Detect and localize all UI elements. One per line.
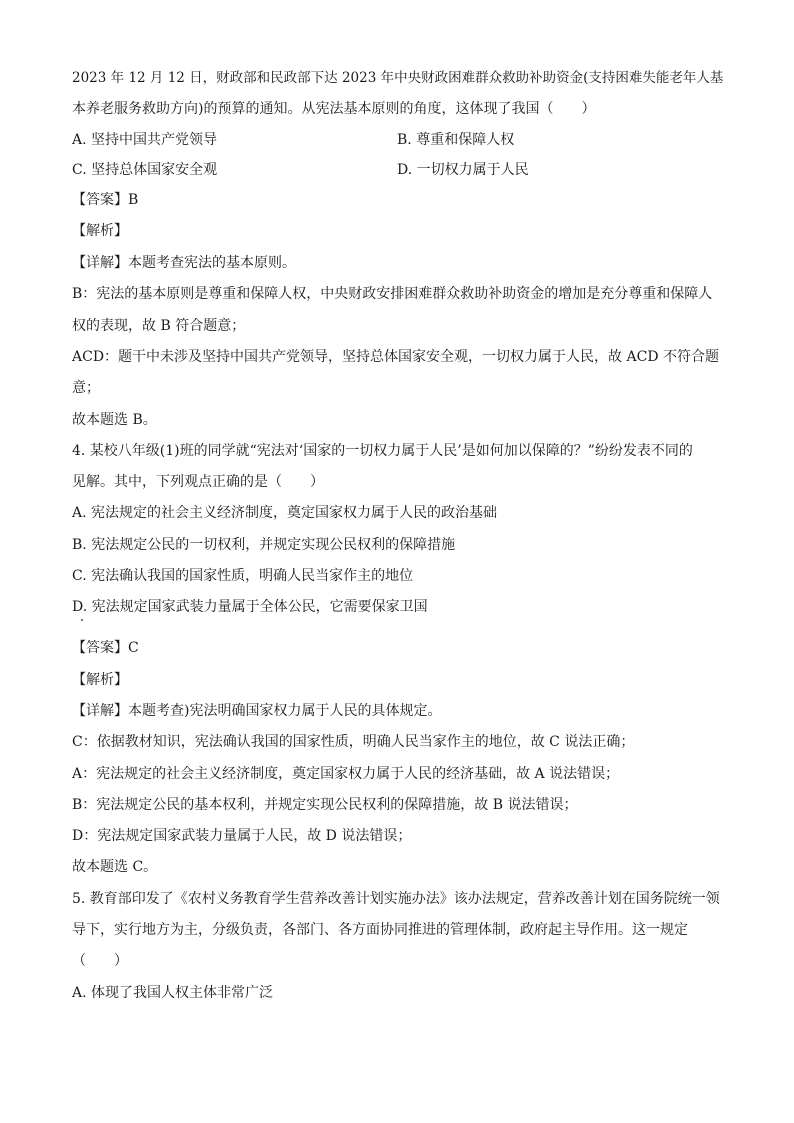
q4-option-b: B. 宪法规定公民的一切权利，并规定实现公民权利的保障措施 <box>72 537 456 553</box>
q4-option-a: A. 宪法规定的社会主义经济制度，奠定国家权力属于人民的政治基础 <box>72 505 498 521</box>
q4-analysis-label: 【解析】 <box>72 672 128 688</box>
q3-option-c: C. 坚持总体国家安全观 <box>72 162 218 178</box>
q3-option-a: A. 坚持中国共产党领导 <box>72 132 218 148</box>
q4-explain-d: D：宪法规定国家武装力量属于人民，故 D 说法错误； <box>72 828 412 844</box>
q4-stem-line2: 见解。其中，下列观点正确的是（ ） <box>72 474 324 490</box>
q4-explain-c: C：依据教材知识，宪法确认我国的国家性质，明确人民当家作主的地位，故 C 说法正确； <box>72 734 635 750</box>
q4-stem-line1: 4. 某校八年级(1)班的同学就“宪法对‘国家的一切权力属于人民’是如何加以保障的？”纷纷发表不同的 <box>72 443 693 459</box>
q4-option-c: C. 宪法确认我国的国家性质，明确人民当家作主的地位 <box>72 568 414 584</box>
q5-stem-line1: 5. 教育部印发了《农村义务教育学生营养改善计划实施办法》该办法规定，营养改善计划在国务院统一领 <box>72 891 720 907</box>
q3-explain-acd-line2: 意； <box>72 380 100 396</box>
q3-stem-line2: 本养老服务救助方向)的预算的通知。从宪法基本原则的角度，这体现了我国（ ） <box>72 101 596 117</box>
q5-stem-line2: 导下，实行地方为主，分级负责，各部门、各方面协同推进的管理体制，政府起主导作用。这一规定 <box>72 922 688 938</box>
q3-option-d: D. 一切权力属于人民 <box>397 162 529 178</box>
q5-option-a: A. 体现了我国人权主体非常广泛 <box>72 985 274 1001</box>
q4-option-d: D. 宪法规定国家武装力量属于全体公民，它需要保家卫国 <box>72 599 428 615</box>
q3-analysis-label: 【解析】 <box>72 223 128 239</box>
q3-answer: 【答案】B <box>72 192 139 208</box>
q3-explain-b-line2: 权的表现，故 B 符合题意； <box>72 318 246 334</box>
q4-explain-b: B：宪法规定公民的基本权利，并规定实现公民权利的保障措施，故 B 说法错误； <box>72 797 578 813</box>
q5-stem-line3: （ ） <box>72 953 128 969</box>
q4-explain-a: A：宪法规定的社会主义经济制度，奠定国家权力属于人民的经济基础，故 A 说法错误； <box>72 766 620 782</box>
q4-conclusion: 故本题选 C。 <box>72 859 158 875</box>
q3-option-b: B. 尊重和保障人权 <box>397 132 515 148</box>
q4-answer: 【答案】C <box>72 640 139 656</box>
q3-detail: 【详解】本题考查宪法的基本原则。 <box>72 255 296 271</box>
stray-dot <box>81 619 83 621</box>
q3-explain-acd-line1: ACD：题干中未涉及坚持中国共产党领导，坚持总体国家安全观，一切权力属于人民，故 ACD 不符合题 <box>72 349 719 365</box>
q3-conclusion: 故本题选 B。 <box>72 412 157 428</box>
q3-explain-b-line1: B：宪法的基本原则是尊重和保障人权，中央财政安排困难群众救助补助资金的增加是充分尊重和保障人 <box>72 286 713 302</box>
q4-detail: 【详解】本题考查)宪法明确国家权力属于人民的具体规定。 <box>72 703 442 719</box>
q3-stem-line1: 2023 年 12 月 12 日，财政部和民政部下达 2023 年中央财政困难群众救助补助资金(支持困难失能老年人基 <box>72 70 724 86</box>
